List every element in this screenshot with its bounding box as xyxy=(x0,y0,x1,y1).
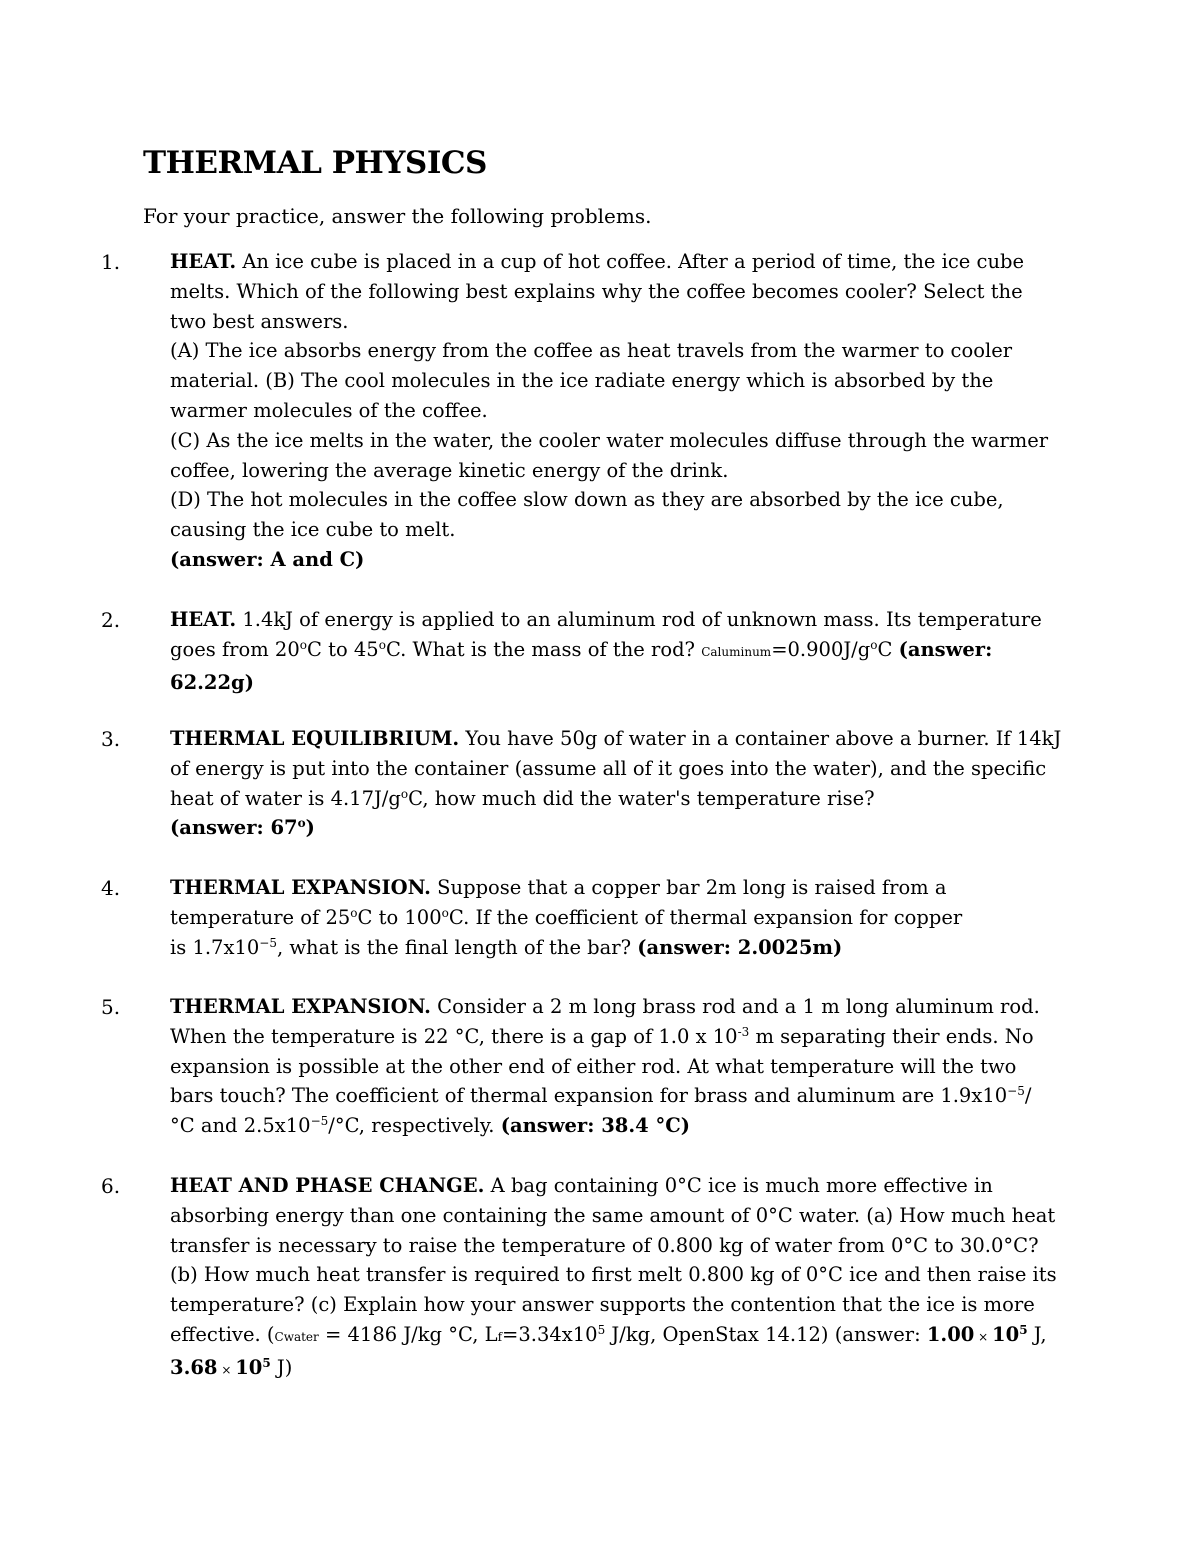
problem-topic: HEAT. xyxy=(170,250,237,273)
problem-number: 1. xyxy=(101,250,121,274)
answer-value: 1.00 xyxy=(926,1322,975,1346)
degree-mark: o xyxy=(400,786,409,801)
problem-text: You have 50g of water in a container above a burner. If 14kJ of energy is put into the container (assume all of it goes into the water), and the specific heat of water is 4.17J/g xyxy=(170,727,1062,810)
intro-text: For your practice, answer the following problems. xyxy=(143,204,652,228)
problem-body xyxy=(170,1171,1070,1386)
exponent: -3 xyxy=(737,1024,750,1039)
problem-text: = 4186 J/kg °C, L xyxy=(318,1322,498,1346)
problem-topic: HEAT AND PHASE CHANGE. xyxy=(170,1174,485,1197)
problem-text: J, xyxy=(1027,1322,1047,1346)
problem-text: An ice cube is placed in a cup of hot coffee. After a period of time, the ice cube melts. Which of the following best explains why the coffee becomes cooler? Select the two best answers. xyxy=(170,250,1025,333)
problem-number: 6. xyxy=(101,1174,121,1198)
problem-text: C. If the coefficient of thermal expansion for copper is 1.7x10 xyxy=(170,905,963,959)
problem-statement xyxy=(170,605,1065,697)
problem-text: C. What is the mass of the rod? xyxy=(385,637,696,661)
problem-statement xyxy=(170,992,1050,1141)
problem-text: /°C, respectively. xyxy=(328,1114,495,1138)
exponent: 5 xyxy=(597,1322,606,1337)
problem-text: /°C and 2.5x10 xyxy=(170,1084,1032,1138)
problem-answer xyxy=(170,813,1065,843)
degree-mark: o xyxy=(350,905,358,920)
exponent: −5 xyxy=(310,1114,329,1129)
problem-text: =0.900J/g xyxy=(771,637,871,661)
problem-text: C to 45 xyxy=(306,637,379,661)
problem-number: 2. xyxy=(101,608,121,632)
problem-text: Suppose that a copper bar 2m long is raised from a temperature of 25 xyxy=(170,876,947,929)
times-sign: × xyxy=(217,1362,236,1377)
problem-statement xyxy=(170,247,1065,336)
specific-heat-symbol: C xyxy=(701,644,711,659)
problem-body xyxy=(170,605,1065,697)
problem-answer: (answer: 38.4 °C) xyxy=(500,1114,690,1138)
problem-text: m separating their ends. No expansion is possible at the other end of either rod. At what temperature will the two bars touch? The coefficient of thermal expansion for brass and aluminum are 1.9x10 xyxy=(170,1024,1034,1108)
exponent: −5 xyxy=(259,935,277,950)
exponent: 5 xyxy=(1019,1322,1028,1337)
answer-base: 10 xyxy=(992,1322,1020,1346)
answer-text: ) xyxy=(305,816,315,840)
specific-heat-symbol: C xyxy=(274,1329,284,1344)
specific-heat-subscript: water xyxy=(283,1329,319,1344)
answer-text: (answer: 67 xyxy=(170,816,298,840)
problem-text: C, how much did the water's temperature rise? xyxy=(408,786,875,810)
problem-topic: THERMAL EXPANSION. xyxy=(170,995,431,1018)
page-title: THERMAL PHYSICS xyxy=(143,145,487,181)
option-d: (D) The hot molecules in the coffee slow down as they are absorbed by the ice cube, causing the ice cube to melt. xyxy=(170,488,1004,542)
problem-topic: HEAT. xyxy=(170,608,237,631)
answer-value: 3.68 xyxy=(170,1355,218,1379)
degree-mark: o xyxy=(441,905,449,920)
degree-mark: o xyxy=(378,637,386,652)
problem-text: C to 100 xyxy=(357,905,442,929)
specific-heat-subscript: aluminum xyxy=(710,644,772,659)
problem-text: J) xyxy=(270,1355,293,1379)
problem-body xyxy=(170,992,1050,1141)
problem-number: 5. xyxy=(101,995,121,1019)
problem-body xyxy=(170,247,1065,575)
problem-body xyxy=(170,873,980,962)
degree-mark: o xyxy=(870,637,878,652)
problem-answer: (answer: A and C) xyxy=(170,547,365,571)
problem-statement xyxy=(170,724,1065,813)
exponent: −5 xyxy=(1007,1084,1025,1099)
exponent: 5 xyxy=(262,1355,271,1370)
problem-text: A bag containing 0°C ice is much more effective in absorbing energy than one containing the same amount of 0°C water. (a) How much heat transfer is necessary to raise the temperature of 0.800 kg of water from 0°C to 30.0°C? (b) How much heat transfer is required to first melt 0.800 kg of 0°C ice and then raise its temperature? (c) Explain how your answer supports the contention that the ice is more effective. ( xyxy=(170,1174,1057,1346)
problem-text: C xyxy=(877,637,893,661)
problem-text: J/kg, OpenStax 14.12) (answer: xyxy=(605,1322,927,1346)
problem-text: , what is the final length of the bar? xyxy=(276,935,632,959)
degree-mark: o xyxy=(299,637,307,652)
problem-answer: (answer: 2.0025m) xyxy=(637,935,843,959)
problem-answer: (answer: 62.22g) xyxy=(170,637,993,694)
problem-statement xyxy=(170,873,980,962)
problem-statement xyxy=(170,1171,1070,1386)
problem-text: 1.4kJ of energy is applied to an aluminum rod of unknown mass. Its temperature goes from 20 xyxy=(170,608,1042,661)
problem-text: Consider a 2 m long brass rod and a 1 m long aluminum rod. When the temperature is 22 °C, there is a gap of 1.0 x 10 xyxy=(170,995,1040,1048)
answer-base: 10 xyxy=(235,1355,263,1379)
problem-topic: THERMAL EXPANSION. xyxy=(170,876,431,899)
problem-topic: THERMAL EQUILIBRIUM. xyxy=(170,727,460,750)
option-a-b: (A) The ice absorbs energy from the coffee as heat travels from the warmer to cooler material. (B) The cool molecules in the ice radiate energy which is absorbed by the warmer molecules of the coffee. xyxy=(170,339,1013,422)
option-c: (C) As the ice melts in the water, the cooler water molecules diffuse through the warmer coffee, lowering the average kinetic energy of the drink. xyxy=(170,428,1049,482)
problem-number: 4. xyxy=(101,876,121,900)
problem-text: =3.34x10 xyxy=(502,1322,598,1346)
problem-body xyxy=(170,724,1065,843)
times-sign: × xyxy=(974,1329,993,1344)
latent-heat-subscript: f xyxy=(497,1329,503,1344)
degree-mark: o xyxy=(297,816,306,831)
problem-number: 3. xyxy=(101,727,121,751)
